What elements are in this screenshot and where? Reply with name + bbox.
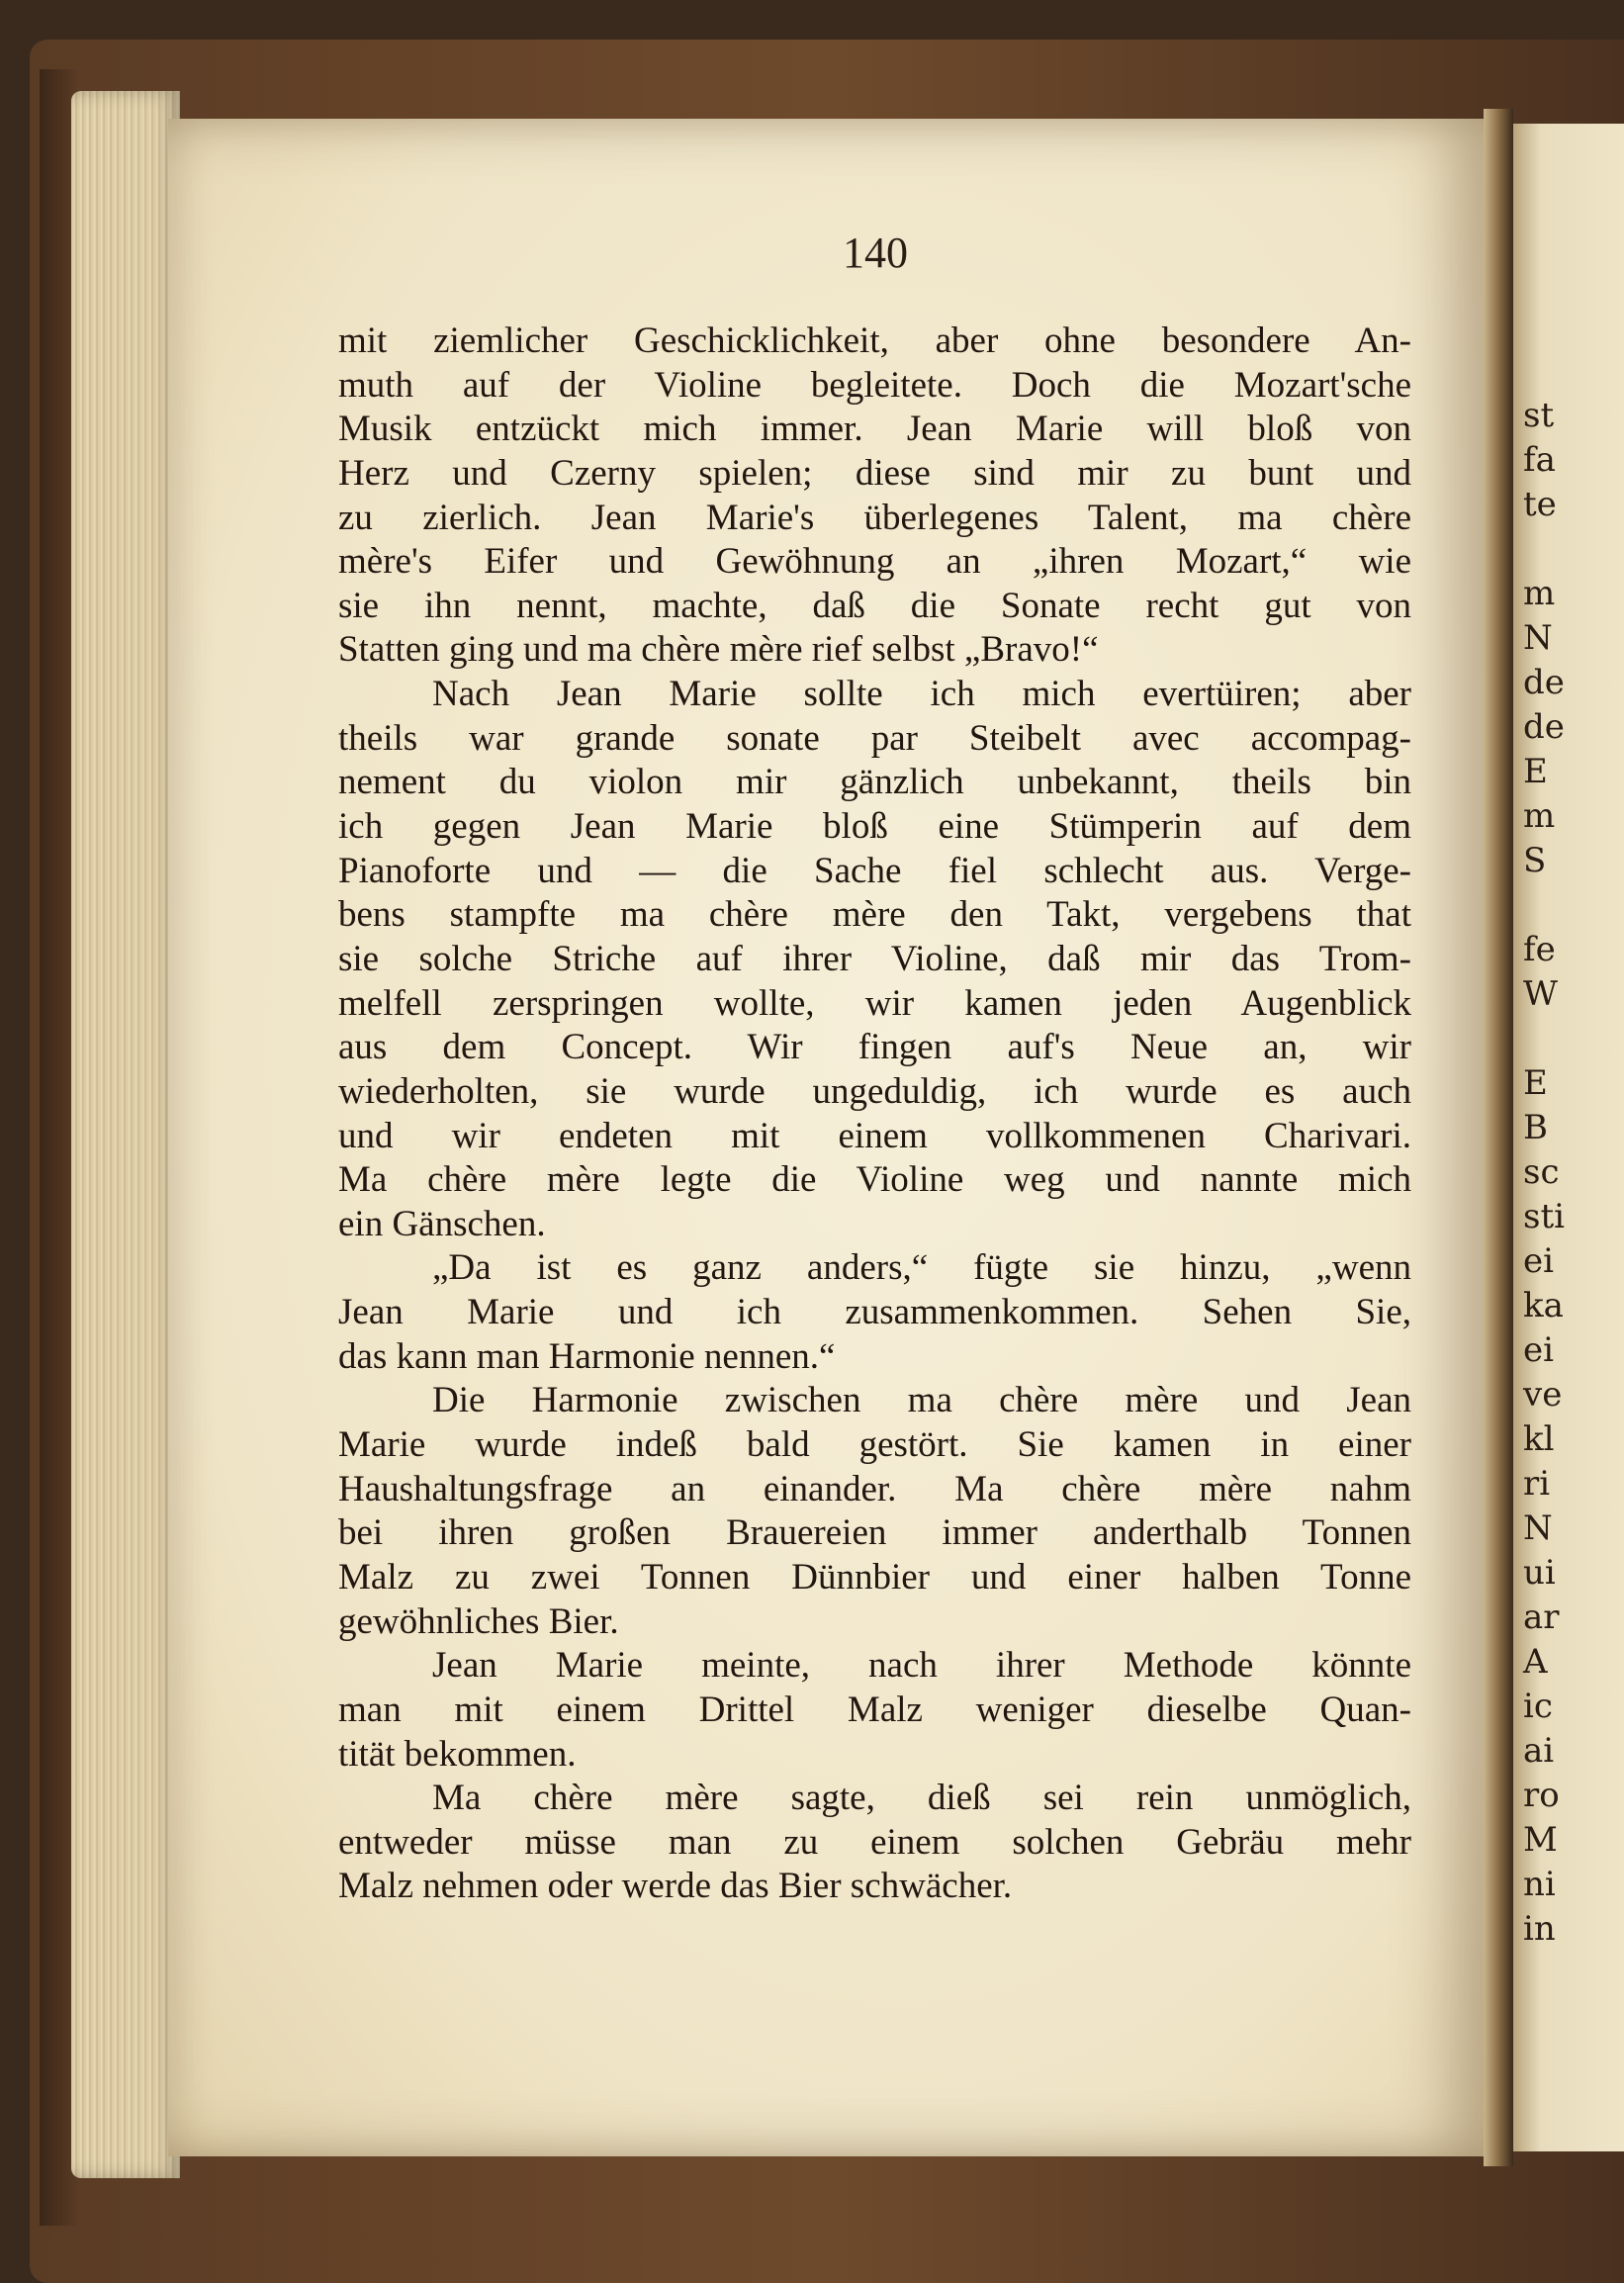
book-gutter xyxy=(1484,109,1513,2166)
text-line: bei ihren großen Brauereien immer anderthalb Tonnen xyxy=(338,1512,1411,1554)
text-line: Marie wurde indeß bald gestört. Sie kamen in einer xyxy=(338,1424,1411,1466)
facing-page-fragment: S xyxy=(1523,841,1547,880)
text-line: sie solche Striche auf ihrer Violine, daß mir das Trom- xyxy=(338,938,1411,979)
text-line: theils war grande sonate par Steibelt avec accompag- xyxy=(338,717,1411,759)
facing-page-fragment: M xyxy=(1523,1820,1558,1860)
facing-page-fragment: B xyxy=(1523,1108,1548,1147)
text-line: Malz nehmen oder werde das Bier schwächer. xyxy=(338,1866,1013,1907)
facing-page-fragment: fa xyxy=(1523,440,1556,480)
facing-page-fragment: sc xyxy=(1523,1152,1560,1192)
page-number: 140 xyxy=(843,228,908,277)
text-line: das kann man Harmonie nennen.“ xyxy=(338,1335,836,1377)
text-line: „Da ist es ganz anders,“ fügte sie hinzu, „wenn xyxy=(432,1247,1411,1289)
facing-page-fragment: m xyxy=(1523,574,1556,613)
facing-page-fragment: ic xyxy=(1523,1687,1553,1726)
text-line: Die Harmonie zwischen ma chère mère und Jean xyxy=(432,1380,1411,1421)
facing-page-fragment: m xyxy=(1523,796,1556,836)
text-line: tität bekommen. xyxy=(338,1733,577,1775)
facing-page-fragment: kl xyxy=(1523,1419,1555,1459)
facing-page-fragment: N xyxy=(1523,618,1553,658)
facing-page-fragment: ei xyxy=(1523,1241,1554,1281)
text-line: nement du violon mir gänzlich unbekannt, theils bin xyxy=(338,762,1411,803)
text-line: Ma chère mère sagte, dieß sei rein unmöglich, xyxy=(432,1778,1411,1819)
text-line: Haushaltungsfrage an einander. Ma chère mère nahm xyxy=(338,1468,1411,1509)
facing-page-fragment: ui xyxy=(1523,1553,1556,1593)
text-line: bens stampfte ma chère mère den Takt, vergebens that xyxy=(338,894,1411,936)
text-line: Pianoforte und — die Sache fiel schlecht aus. Verge- xyxy=(338,850,1411,891)
text-line: aus dem Concept. Wir fingen auf's Neue an, wir xyxy=(338,1027,1411,1068)
facing-page-fragment: te xyxy=(1523,485,1557,524)
facing-page-fragment: de xyxy=(1523,707,1565,747)
text-line: Malz zu zwei Tonnen Dünnbier und einer halben Tonne xyxy=(338,1556,1411,1598)
text-line: und wir endeten mit einem vollkommenen Charivari. xyxy=(338,1115,1411,1156)
facing-page-fragment: ka xyxy=(1523,1286,1564,1325)
text-line: melfell zerspringen wollte, wir kamen jeden Augenblick xyxy=(338,982,1411,1024)
text-line: Jean Marie und ich zusammenkommen. Sehen Sie, xyxy=(338,1292,1411,1333)
page-edges xyxy=(71,91,180,2178)
text-line: ich gegen Jean Marie bloß eine Stümperin auf dem xyxy=(338,806,1411,848)
facing-page-fragment: ri xyxy=(1523,1464,1551,1504)
text-line: Nach Jean Marie sollte ich mich evertüiren; aber xyxy=(432,674,1411,715)
facing-page-fragment: de xyxy=(1523,663,1565,702)
text-line: mère's Eifer und Gewöhnung an „ihren Mozart,“ wie xyxy=(338,541,1411,583)
facing-page-fragment: ei xyxy=(1523,1330,1554,1370)
text-line: muth auf der Violine begleitete. Doch die Mozart'sche xyxy=(338,364,1411,406)
text-line: Statten ging und ma chère mère rief selbst „Bravo!“ xyxy=(338,629,1099,671)
body-text xyxy=(338,320,1411,1909)
text-line: Musik entzückt mich immer. Jean Marie will bloß von xyxy=(338,409,1411,450)
text-line: mit ziemlicher Geschicklichkeit, aber ohne besondere An- xyxy=(338,320,1411,361)
facing-page-fragment: E xyxy=(1523,1063,1548,1103)
facing-page-fragment: W xyxy=(1523,974,1558,1014)
text-line: Ma chère mère legte die Violine weg und nannte mich xyxy=(338,1159,1411,1201)
facing-page-fragment: ro xyxy=(1523,1776,1560,1815)
facing-page-fragment: ar xyxy=(1523,1598,1560,1637)
text-line: sie ihn nennt, machte, daß die Sonate recht gut von xyxy=(338,585,1411,626)
text-line: wiederholten, sie wurde ungeduldig, ich wurde es auch xyxy=(338,1070,1411,1112)
text-line: Jean Marie meinte, nach ihrer Methode könnte xyxy=(432,1645,1411,1687)
facing-page-fragment: N xyxy=(1523,1508,1553,1548)
text-line: Herz und Czerny spielen; diese sind mir zu bunt und xyxy=(338,452,1411,494)
facing-page-fragment: sti xyxy=(1523,1197,1565,1236)
text-line: zu zierlich. Jean Marie's überlegenes Talent, ma chère xyxy=(338,497,1411,538)
facing-page-fragment: in xyxy=(1523,1909,1556,1949)
facing-page-fragment: A xyxy=(1523,1642,1548,1682)
facing-page-fragment: ni xyxy=(1523,1865,1556,1904)
text-line: man mit einem Drittel Malz weniger dieselbe Quan- xyxy=(338,1689,1411,1730)
facing-page-fragment: ai xyxy=(1523,1731,1555,1771)
facing-page-fragment: fe xyxy=(1523,930,1556,969)
facing-page-fragment: st xyxy=(1523,396,1555,435)
facing-page-fragment: E xyxy=(1523,752,1548,791)
text-line: entweder müsse man zu einem solchen Gebräu mehr xyxy=(338,1821,1411,1863)
facing-page-fragment: ve xyxy=(1523,1375,1563,1415)
text-line: gewöhnliches Bier. xyxy=(338,1600,619,1642)
text-line: ein Gänschen. xyxy=(338,1203,546,1244)
facing-page xyxy=(1513,124,1624,2151)
